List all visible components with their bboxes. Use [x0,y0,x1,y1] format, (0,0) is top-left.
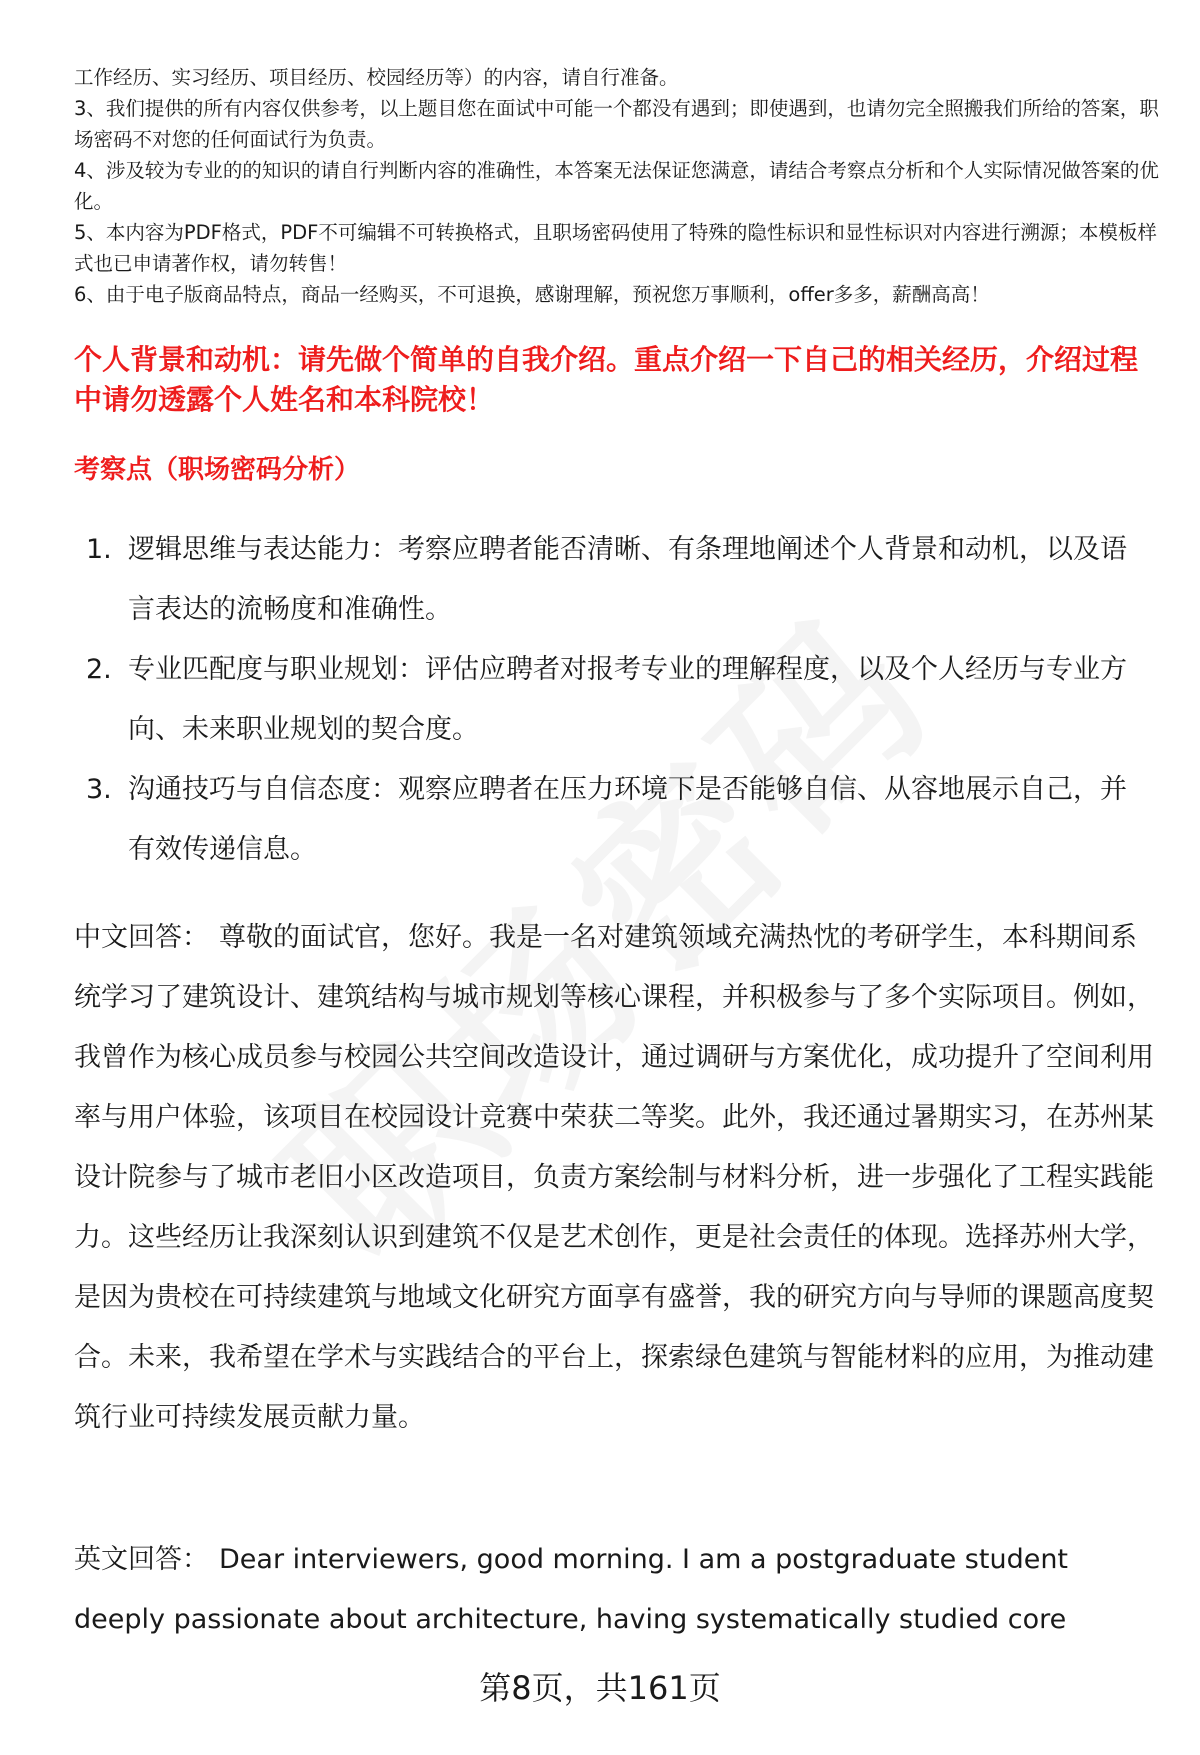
chinese-answer-label: 中文回答： [74,922,209,953]
page-footer: 第8页，共161页 [479,1669,721,1707]
note-line: 4、涉及较为专业的的知识的请自行判断内容的准确性，本答案无法保证您满意，请结合考察点分析和个人实际情况做答案的优化。 [74,159,1159,213]
analysis-title: 考察点（职场密码分析） [74,455,361,485]
question-heading: 个人背景和动机：请先做个简单的自我介绍。重点介绍一下自己的相关经历，介绍过程中请勿透露个人姓名和本科院校！ [74,343,1139,416]
analysis-point [74,760,1144,880]
analysis-point [74,520,1144,640]
chinese-answer [74,908,1154,1448]
note-line: 3、我们提供的所有内容仅供参考，以上题目您在面试中可能一个都没有遇到；即使遇到，也请勿完全照搬我们所给的答案，职场密码不对您的任何面试行为负责。 [74,97,1159,151]
english-answer [74,1530,1154,1650]
chinese-answer-text: 尊敬的面试官，您好。我是一名对建筑领域充满热忱的考研学生，本科期间系统学习了建筑设计、建筑结构与城市规划等核心课程，并积极参与了多个实际项目。例如，我曾作为核心成员参与校园公共空间改造设计，通过调研与方案优化，成功提升了空间利用率与用户体验，该项目在校园设计竞赛中荣获二等奖。此外，我还通过暑期实习，在苏州某设计院参与了城市老旧小区改造项目，负责方案绘制与材料分析，进一步强化了工程实践能力。这些经历让我深刻认识到建筑不仅是艺术创作，更是社会责任的体现。选择苏州大学，是因为贵校在可持续建筑与地域文化研究方面享有盛誉，我的研究方向与导师的课题高度契合。未来，我希望在学术与实践结合的平台上，探索绿色建筑与智能材料的应用，为推动建筑行业可持续发展贡献力量。 [74,922,1154,1433]
point-number: 3. [86,774,112,805]
point-text: 沟通技巧与自信态度：观察应聘者在压力环境下是否能够自信、从容地展示自己，并有效传递信息。 [128,774,1127,865]
notes-section [74,62,1164,310]
analysis-point [74,640,1144,760]
english-answer-text: Dear interviewers, good morning. I am a postgraduate student deeply passionate about architecture, having systematically studied core [74,1544,1069,1635]
point-text: 专业匹配度与职业规划：评估应聘者对报考专业的理解程度，以及个人经历与专业方向、未来职业规划的契合度。 [128,654,1127,745]
note-line: 6、由于电子版商品特点，商品一经购买，不可退换，感谢理解，预祝您万事顺利，offer多多，薪酬高高！ [74,283,990,306]
point-number: 1. [86,534,112,565]
english-answer-label: 英文回答： [74,1544,209,1575]
point-text: 逻辑思维与表达能力：考察应聘者能否清晰、有条理地阐述个人背景和动机，以及语言表达的流畅度和准确性。 [128,534,1127,625]
analysis-points [74,520,1144,880]
note-line: 5、本内容为PDF格式，PDF不可编辑不可转换格式，且职场密码使用了特殊的隐性标识和显性标识对内容进行溯源；本模板样式也已申请著作权，请勿转售！ [74,221,1157,275]
point-number: 2. [86,654,112,685]
note-line: 工作经历、实习经历、项目经历、校园经历等）的内容，请自行准备。 [74,66,679,89]
